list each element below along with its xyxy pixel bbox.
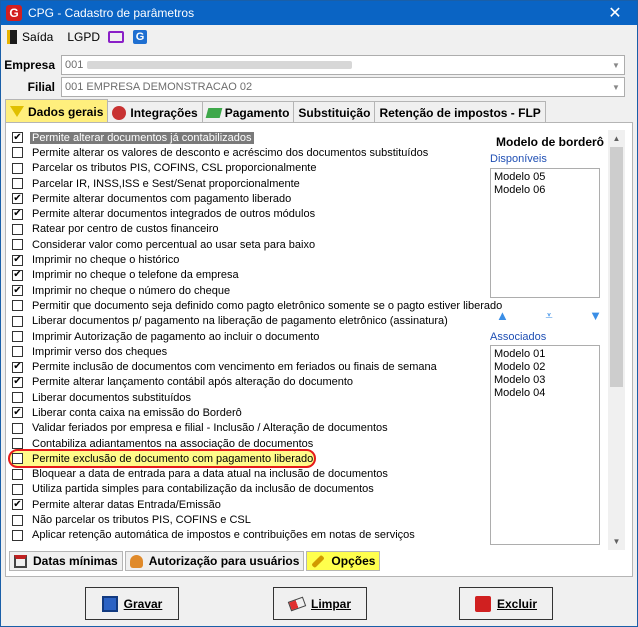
options-list [12, 130, 503, 550]
scroll-thumb[interactable] [610, 147, 623, 387]
option-label: Parcelar IR, INSS,ISS e Sest/Senat proporcionalmente [32, 177, 300, 190]
save-button[interactable] [85, 587, 179, 620]
tab-integracoes[interactable] [107, 101, 202, 123]
checkbox[interactable] [12, 469, 23, 480]
option-label: Bloquear a data de entrada para a data atual na inclusão de documentos [32, 468, 388, 481]
option-label: Validar feriados por empresa e filial - Inclusão / Alteração de documentos [32, 422, 388, 435]
clear-button[interactable] [273, 587, 367, 620]
integration-icon [112, 106, 126, 120]
checkbox[interactable] [12, 438, 23, 449]
lgpd-button[interactable] [67, 30, 100, 44]
option-row[interactable] [12, 222, 486, 237]
checkbox[interactable]: ✔ [13, 192, 22, 204]
option-label: Permite inclusão de documentos com vencimento em feriados ou finais de semana [32, 361, 437, 374]
option-label: Permite alterar lançamento contábil após alteração do documento [32, 376, 354, 389]
option-row[interactable] [12, 237, 486, 252]
checkbox[interactable] [12, 453, 23, 464]
option-row[interactable] [12, 268, 486, 283]
tab-label: Pagamento [224, 105, 290, 120]
option-label: Permite alterar os valores de desconto e acréscimo dos documentos substituídos [32, 146, 429, 159]
list-item[interactable]: Modelo 06 [494, 184, 546, 196]
tab-pagamento[interactable] [202, 101, 295, 123]
move-up-icon[interactable]: ▲ [496, 308, 509, 323]
list-item[interactable]: Modelo 03 [494, 374, 546, 386]
save-label: Gravar [123, 596, 163, 611]
checkbox[interactable]: ✔ [13, 284, 22, 296]
checkbox[interactable] [12, 484, 23, 495]
option-row[interactable] [12, 512, 486, 527]
available-label: Disponíveis [490, 153, 547, 165]
option-row[interactable] [12, 359, 486, 374]
checkbox[interactable] [12, 239, 23, 250]
checkbox[interactable] [12, 224, 23, 235]
tab-label: Retenção de impostos - FLP [379, 105, 541, 120]
empresa-row [1, 55, 637, 75]
option-label: Aplicar retenção automática de impostos e contribuições em notas de serviços [32, 529, 415, 542]
tab-autorizacao[interactable] [125, 551, 305, 571]
tab-substituicao[interactable] [293, 101, 375, 123]
option-label: Imprimir verso dos cheques [32, 345, 168, 358]
checkbox[interactable]: ✔ [13, 254, 22, 266]
option-row[interactable] [12, 176, 486, 191]
tab-label: Autorização para usuários [148, 554, 300, 568]
option-label: Liberar conta caixa na emissão do Borderô [32, 406, 242, 419]
option-row[interactable] [12, 283, 486, 298]
tab-label: Opções [331, 554, 376, 568]
empresa-label: Empresa [4, 58, 55, 72]
move-all-down-icon[interactable]: ⩡ [545, 308, 553, 323]
empresa-select[interactable] [61, 55, 625, 75]
option-row[interactable] [12, 298, 503, 313]
window-title: CPG - Cadastro de parâmetros [28, 6, 195, 20]
scroll-up-icon[interactable]: ▲ [612, 134, 621, 143]
option-row[interactable] [12, 252, 486, 267]
option-row[interactable] [12, 161, 486, 176]
tab-label: Integrações [130, 105, 198, 120]
list-item[interactable]: Modelo 01 [494, 348, 546, 360]
filial-select[interactable] [61, 77, 625, 97]
chevron-down-icon[interactable]: ▼ [612, 82, 620, 92]
empresa-code: 001 [65, 59, 84, 71]
available-list[interactable] [490, 168, 600, 298]
tab-label: Dados gerais [28, 104, 104, 119]
checkbox[interactable]: ✔ [13, 376, 22, 388]
clear-label: Limpar [310, 596, 351, 611]
option-row[interactable] [12, 206, 486, 221]
associated-list[interactable] [490, 345, 600, 545]
eraser-icon [288, 596, 306, 611]
option-label: Parcelar os tributos PIS, COFINS, CSL proporcionalmente [32, 162, 317, 175]
checkbox[interactable] [12, 423, 23, 434]
filial-label: Filial [27, 80, 55, 94]
wrench-icon [312, 554, 325, 567]
checkbox[interactable] [12, 346, 23, 357]
option-label: Não parcelar os tributos PIS, COFINS e CSL [32, 514, 251, 527]
checkbox[interactable] [12, 147, 23, 158]
option-label: Permite alterar documentos com pagamento liberado [32, 192, 292, 205]
tab-opcoes[interactable] [306, 551, 380, 571]
option-row[interactable] [12, 405, 486, 420]
option-row[interactable] [12, 344, 486, 359]
scroll-down-icon[interactable]: ▼ [612, 537, 621, 546]
checkbox[interactable] [12, 178, 23, 189]
vertical-scrollbar[interactable] [608, 130, 625, 550]
main-tabs [5, 99, 545, 123]
toolbar [1, 26, 637, 48]
option-row[interactable] [12, 329, 486, 344]
move-buttons [496, 308, 602, 324]
checkbox[interactable] [12, 530, 23, 541]
checkbox[interactable] [12, 515, 23, 526]
app-logo-icon: G [6, 5, 22, 21]
checkbox[interactable]: ✔ [13, 406, 22, 418]
funnel-icon [10, 106, 24, 117]
checkbox[interactable] [12, 331, 23, 342]
tab-dados-gerais[interactable] [5, 99, 108, 123]
option-label: Permite alterar documentos integrados de outros módulos [32, 208, 316, 221]
option-row[interactable] [12, 130, 486, 145]
list-item[interactable]: Modelo 04 [494, 387, 546, 399]
option-row[interactable] [12, 390, 486, 405]
g-app-icon[interactable]: G [133, 30, 147, 44]
option-label: Ratear por centro de custos financeiro [32, 223, 219, 236]
checkbox[interactable] [12, 163, 23, 174]
checkbox[interactable]: ✔ [13, 361, 22, 373]
option-row[interactable] [12, 451, 486, 466]
option-label: Liberar documentos p/ pagamento na liberação de pagamento eletrônico (assinatura) [32, 315, 448, 328]
delete-button[interactable] [459, 587, 553, 620]
option-row[interactable] [12, 191, 486, 206]
door-exit-icon [7, 30, 17, 44]
tab-retencao[interactable] [374, 101, 545, 123]
close-button[interactable]: ✕ [608, 5, 622, 22]
option-label: Imprimir no cheque o telefone da empresa [32, 269, 239, 282]
option-label: Utiliza partida simples para contabilização da inclusão de documentos [32, 483, 374, 496]
option-row[interactable] [12, 482, 486, 497]
option-row[interactable] [12, 145, 486, 160]
option-row[interactable] [12, 421, 486, 436]
tab-label: Substituição [298, 105, 371, 120]
move-down-icon[interactable]: ▼ [589, 308, 602, 323]
monitor-icon[interactable] [108, 31, 124, 43]
option-row[interactable] [12, 375, 486, 390]
redacted-name [87, 61, 352, 69]
tab-label: Datas mínimas [33, 554, 118, 568]
list-item[interactable]: Modelo 02 [494, 361, 546, 373]
option-label: Contabiliza adiantamentos na associação de documentos [32, 437, 314, 450]
filial-row [1, 77, 637, 97]
option-label: Considerar valor como percentual ao usar seta para baixo [32, 238, 316, 251]
filial-value: 001 EMPRESA DEMONSTRACAO 02 [65, 81, 253, 93]
list-item[interactable]: Modelo 05 [494, 171, 546, 183]
option-label: Permite alterar datas Entrada/Emissão [32, 498, 221, 511]
title-bar [1, 1, 637, 25]
checkbox[interactable]: ✔ [13, 131, 22, 143]
option-row[interactable] [12, 528, 486, 543]
option-label: Imprimir no cheque o histórico [32, 254, 180, 267]
lgpd-label: LGPD [67, 30, 101, 44]
option-label: Permitir que documento seja definido como pagto eletrônico somente se o pagto estiver liberado [32, 299, 503, 312]
calendar-icon [14, 555, 27, 568]
delete-label: Excluir [496, 596, 538, 611]
exit-button[interactable] [7, 30, 53, 44]
bottom-tabs [9, 551, 382, 573]
checkbox[interactable] [12, 300, 23, 311]
dados-gerais-panel [5, 122, 633, 577]
option-label: Imprimir no cheque o número do cheque [32, 284, 231, 297]
option-label: Liberar documentos substituídos [32, 391, 191, 404]
money-icon [205, 108, 222, 118]
checkbox[interactable] [12, 392, 23, 403]
user-icon [130, 555, 143, 568]
option-label: Permite exclusão de documento com pagamento liberado [32, 452, 314, 465]
checkbox[interactable] [12, 316, 23, 327]
option-label: Imprimir Autorização de pagamento ao incluir o documento [32, 330, 320, 343]
floppy-disk-icon [102, 596, 118, 612]
bordero-title: Modelo de borderô [496, 135, 604, 149]
associated-label: Associados [490, 331, 547, 343]
option-label: Permite alterar documentos já contabilizados [32, 131, 252, 144]
option-row[interactable] [12, 497, 486, 512]
checkbox[interactable]: ✔ [13, 208, 22, 220]
checkbox[interactable]: ✔ [13, 269, 22, 281]
tab-datas-minimas[interactable] [9, 551, 123, 571]
chevron-down-icon[interactable]: ▼ [612, 60, 620, 70]
exit-label: Saída [22, 30, 54, 44]
option-row[interactable] [12, 314, 486, 329]
checkbox[interactable]: ✔ [13, 498, 22, 510]
option-row[interactable] [12, 467, 486, 482]
trash-icon [475, 596, 491, 612]
bordero-group [488, 133, 608, 553]
